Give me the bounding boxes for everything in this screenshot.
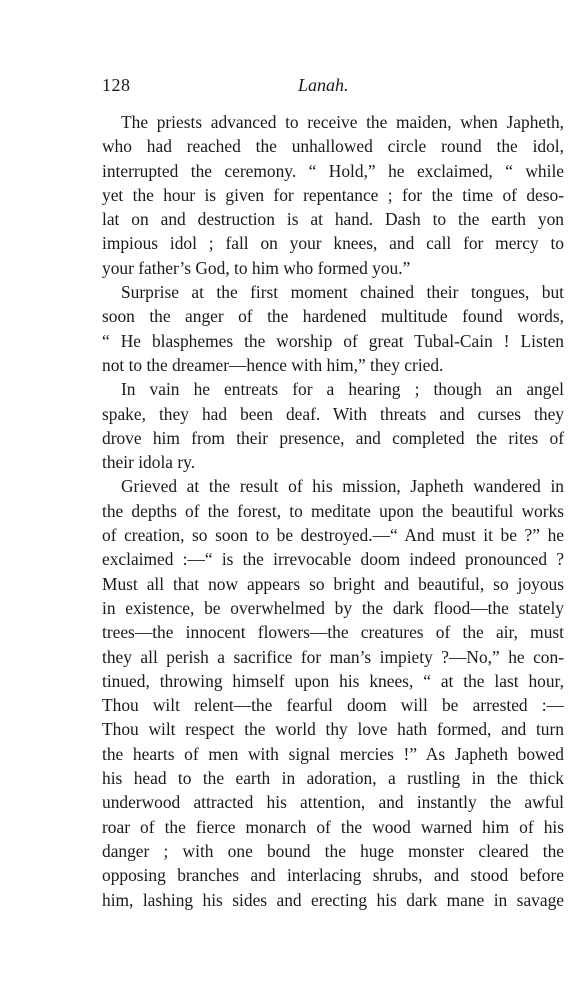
text-line: not to the dreamer—hence with him,” they cried. [102,354,444,375]
text-line: they all perish a sacrifice for man’s impiety ?—No,” he con- [102,646,564,667]
text-line: the depths of the forest, to meditate upon the beautiful works [102,500,564,521]
text-line: In vain he entreats for a hearing ; though an angel [121,379,564,400]
text-line: interrupted the ceremony. “ Hold,” he exclaimed, “ while [102,160,564,181]
text-line: tinued, throwing himself upon his knees, “ at the last hour, [102,670,564,691]
running-head: Lanah. [298,75,349,95]
text-line: exclaimed :—“ is the irrevocable doom indeed pronounced ? [102,549,564,570]
text-line: soon the anger of the hardened multitude found words, [102,306,564,327]
text-line: roar of the fierce monarch of the wood warned him of his [102,816,564,837]
text-line: the hearts of men with signal mercies !” As Japheth bowed [102,743,564,764]
text-line: underwood attracted his attention, and instantly the awful [102,792,564,813]
text-line: Grieved at the result of his mission, Japheth wandered in [121,476,564,497]
text-line: Surprise at the first moment chained their tongues, but [121,282,564,303]
text-line: your father’s God, to him who formed you.” [102,257,411,278]
body-text [102,110,564,912]
text-line: Thou wilt respect the world thy love hath formed, and turn [102,719,564,740]
text-line: in existence, be overwhelmed by the dark flood—the stately [102,597,564,618]
text-line: him, lashing his sides and erecting his dark mane in savage [102,889,564,910]
text-line: their idola ry. [102,452,196,473]
text-line: of creation, so soon to be destroyed.—“ And must it be ?” he [102,525,564,546]
text-line: “ He blasphemes the worship of great Tubal-Cain ! Listen [102,330,564,351]
text-line: drove him from their presence, and completed the rites of [102,427,564,448]
page-number: 128 [102,75,131,95]
text-line: trees—the innocent flowers—the creatures of the air, must [102,622,564,643]
text-line: his head to the earth in adoration, a rustling in the thick [102,768,564,789]
text-line: who had reached the unhallowed circle round the idol, [102,136,564,157]
text-line: lat on and destruction is at hand. Dash to the earth yon [102,209,564,230]
text-line: danger ; with one bound the huge monster cleared the [102,840,564,861]
text-line: opposing branches and interlacing shrubs, and stood before [102,865,564,886]
text-line: impious idol ; fall on your knees, and call for mercy to [102,233,564,254]
text-line: Thou wilt relent—the fearful doom will be arrested :— [102,695,564,716]
text-line: spake, they had been deaf. With threats and curses they [102,403,564,424]
text-line: Must all that now appears so bright and beautiful, so joyous [102,573,564,594]
page-header [102,75,564,99]
text-line: The priests advanced to receive the maiden, when Japheth, [121,112,564,132]
text-line: yet the hour is given for repentance ; for the time of deso- [102,184,564,205]
